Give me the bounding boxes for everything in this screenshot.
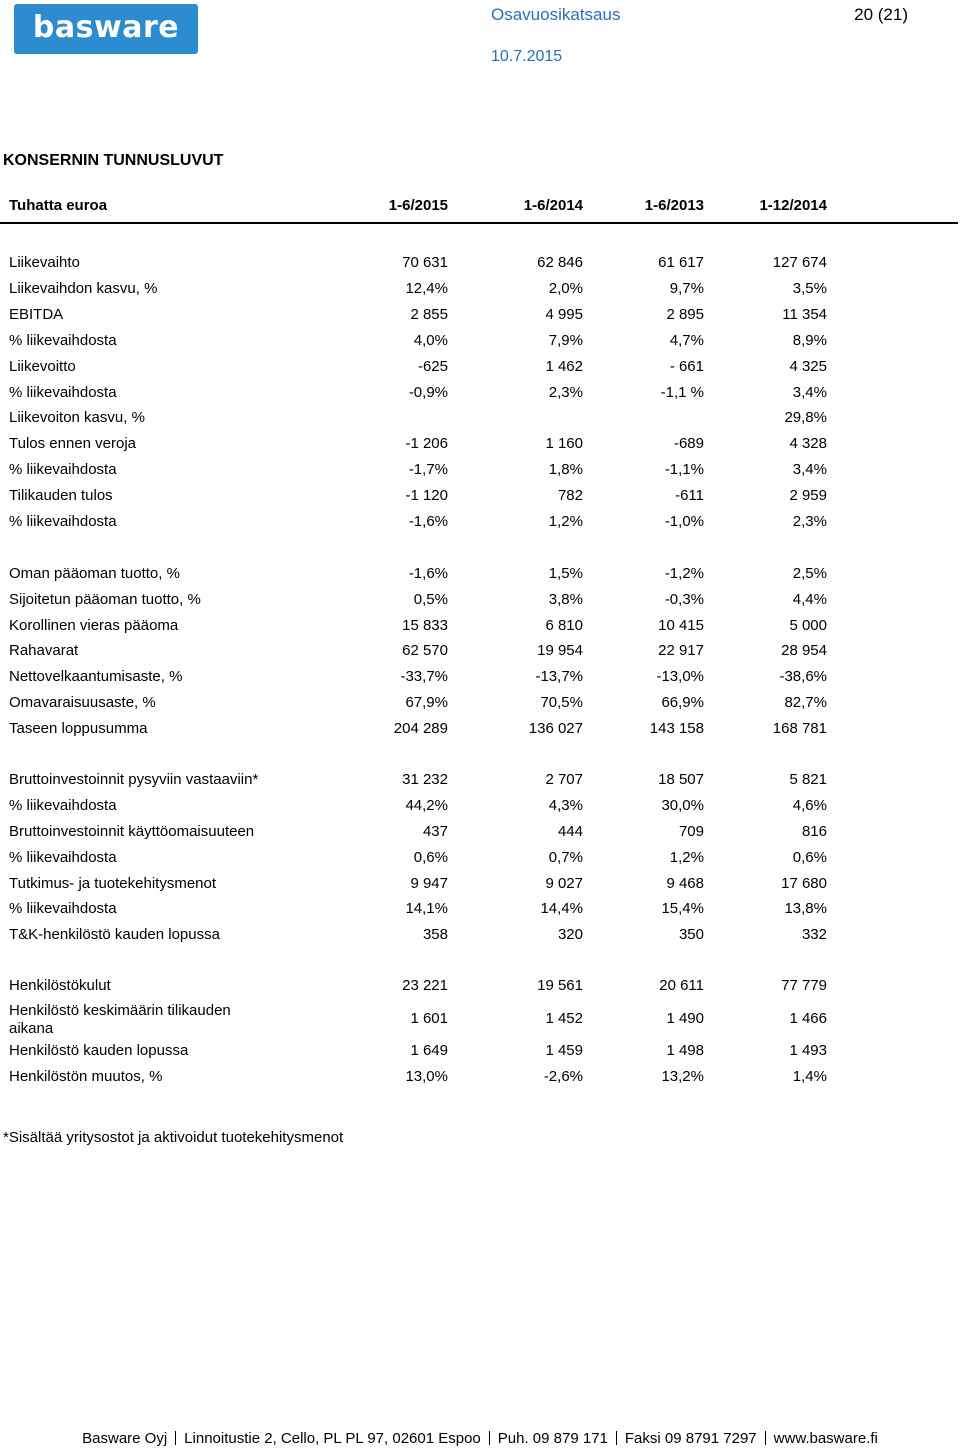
footer-separator	[175, 1431, 176, 1445]
value-1-6-2014: 19 954	[537, 642, 583, 659]
table-row	[0, 306, 958, 332]
value-1-6-2014: 1 459	[545, 1042, 583, 1059]
row-label: Bruttoinvestoinnit pysyviin vastaaviin*	[9, 771, 259, 788]
table-row	[0, 668, 958, 694]
value-1-6-2013: -1,1%	[664, 461, 704, 478]
row-label: Liikevoiton kasvu, %	[9, 409, 145, 426]
value-1-12-2014: 5 000	[789, 617, 827, 634]
value-1-6-2015: 204 289	[393, 720, 448, 737]
value-1-6-2014: 14,4%	[540, 900, 583, 917]
value-1-6-2014: -2,6%	[543, 1068, 583, 1085]
value-1-12-2014: 4,4%	[792, 591, 827, 608]
value-1-6-2013: 1 490	[666, 1010, 704, 1027]
table-row	[0, 720, 958, 746]
value-1-12-2014: 4 325	[789, 358, 827, 375]
table-row	[0, 617, 958, 643]
value-1-6-2015: 62 570	[402, 642, 448, 659]
value-1-12-2014: 3,4%	[792, 461, 827, 478]
row-label: % liikevaihdosta	[9, 332, 117, 349]
value-1-12-2014: 3,5%	[792, 280, 827, 297]
table-row	[0, 435, 958, 461]
value-1-12-2014: -38,6%	[779, 668, 827, 685]
row-label: Bruttoinvestoinnit käyttöomaisuuteen	[9, 823, 255, 840]
basware-logo	[14, 4, 198, 54]
value-1-12-2014: 5 821	[789, 771, 827, 788]
footer-address: Linnoitustie 2, Cello, PL PL 97, 02601 Espoo	[184, 1430, 481, 1447]
row-label: Liikevaihto	[9, 254, 80, 271]
table-row	[0, 771, 958, 797]
footer-web: www.basware.fi	[773, 1430, 878, 1447]
table-row	[0, 875, 958, 901]
document-title: Osavuosikatsaus	[491, 5, 621, 24]
value-1-6-2014: 19 561	[537, 977, 583, 994]
value-1-6-2014: 3,8%	[548, 591, 583, 608]
value-1-6-2013: 30,0%	[661, 797, 704, 814]
row-label: Henkilöstön muutos, %	[9, 1068, 163, 1085]
value-1-6-2014: 1 462	[545, 358, 583, 375]
page-number: 20 (21)	[854, 5, 908, 24]
row-label: Liikevoitto	[9, 358, 76, 375]
value-1-6-2015: 15 833	[402, 617, 448, 634]
value-1-6-2015: -0,9%	[408, 384, 448, 401]
value-1-12-2014: 2,3%	[792, 513, 827, 530]
value-1-12-2014: 1 493	[789, 1042, 827, 1059]
value-1-12-2014: 28 954	[781, 642, 827, 659]
value-1-12-2014: 29,8%	[784, 409, 827, 426]
value-1-6-2013: 13,2%	[661, 1068, 704, 1085]
row-label: Tutkimus- ja tuotekehitysmenot	[9, 875, 217, 892]
value-1-6-2015: 23 221	[402, 977, 448, 994]
value-1-6-2015: 0,6%	[413, 849, 448, 866]
table-row	[0, 977, 958, 1003]
row-label: Oman pääoman tuotto, %	[9, 565, 180, 582]
row-label: % liikevaihdosta	[9, 513, 117, 530]
value-1-6-2015: -1 206	[405, 435, 448, 452]
value-1-6-2015: 0,5%	[413, 591, 448, 608]
row-label: Omavaraisuusaste, %	[9, 694, 156, 711]
value-1-6-2015: -1,7%	[408, 461, 448, 478]
value-1-6-2013: 22 917	[658, 642, 704, 659]
value-1-6-2015: 437	[422, 823, 448, 840]
table-header	[0, 190, 958, 224]
row-label: % liikevaihdosta	[9, 849, 117, 866]
value-1-6-2014: 7,9%	[548, 332, 583, 349]
value-1-6-2014: 62 846	[537, 254, 583, 271]
value-1-6-2014: 4,3%	[548, 797, 583, 814]
table-row	[0, 1042, 958, 1068]
value-1-6-2015: 12,4%	[405, 280, 448, 297]
document-date: 10.7.2015	[491, 48, 563, 65]
row-label: % liikevaihdosta	[9, 900, 117, 917]
value-1-12-2014: 127 674	[772, 254, 827, 271]
row-label: % liikevaihdosta	[9, 797, 117, 814]
value-1-6-2015: 44,2%	[405, 797, 448, 814]
value-1-6-2015: 14,1%	[405, 900, 448, 917]
value-1-6-2015: -33,7%	[400, 668, 448, 685]
row-label: Sijoitetun pääoman tuotto, %	[9, 591, 201, 608]
value-1-6-2013: - 661	[669, 358, 704, 375]
value-1-12-2014: 8,9%	[792, 332, 827, 349]
value-1-6-2014: 9 027	[545, 875, 583, 892]
value-1-6-2013: 61 617	[658, 254, 704, 271]
value-1-6-2015: -1,6%	[408, 513, 448, 530]
value-1-6-2013: 143 158	[649, 720, 704, 737]
table-row	[0, 280, 958, 306]
table-row	[0, 900, 958, 926]
value-1-12-2014: 11 354	[782, 306, 827, 323]
value-1-6-2014: 2,3%	[548, 384, 583, 401]
value-1-6-2015: 1 649	[410, 1042, 448, 1059]
row-label: Korollinen vieras pääoma	[9, 617, 179, 634]
value-1-6-2013: -689	[673, 435, 704, 452]
value-1-12-2014: 4 328	[789, 435, 827, 452]
value-1-6-2015: 2 855	[410, 306, 448, 323]
value-1-6-2013: 709	[678, 823, 704, 840]
value-1-6-2015: 358	[422, 926, 448, 943]
table-row	[0, 254, 958, 280]
value-1-12-2014: 2 959	[789, 487, 827, 504]
section-title: KONSERNIN TUNNUSLUVUT	[3, 152, 224, 169]
table-row	[0, 849, 958, 875]
value-1-6-2014: 2,0%	[548, 280, 583, 297]
value-1-6-2013: 350	[678, 926, 704, 943]
value-1-12-2014: 3,4%	[792, 384, 827, 401]
row-label: Tilikauden tulos	[9, 487, 113, 504]
value-1-6-2015: 4,0%	[413, 332, 448, 349]
table-row	[0, 565, 958, 591]
value-1-6-2013: -1,1 %	[660, 384, 704, 401]
value-1-6-2013: 20 611	[659, 977, 704, 994]
page-footer	[0, 1430, 960, 1447]
table-row	[0, 694, 958, 720]
value-1-6-2013: -13,0%	[656, 668, 704, 685]
value-1-12-2014: 332	[801, 926, 827, 943]
value-1-12-2014: 2,5%	[792, 565, 827, 582]
row-label: EBITDA	[9, 306, 64, 323]
row-label: % liikevaihdosta	[9, 384, 117, 401]
table-row	[0, 332, 958, 358]
table-row	[0, 926, 958, 952]
value-1-6-2013: -1,2%	[664, 565, 704, 582]
column-header-1-6-2013: 1-6/2013	[644, 197, 704, 214]
column-header-1-6-2015: 1-6/2015	[388, 197, 448, 214]
value-1-6-2014: 782	[557, 487, 583, 504]
row-label: % liikevaihdosta	[9, 461, 117, 478]
row-label: Rahavarat	[9, 642, 79, 659]
value-1-6-2014: 0,7%	[548, 849, 583, 866]
value-1-6-2014: -13,7%	[535, 668, 583, 685]
footer-fax: Faksi 09 8791 7297	[624, 1430, 757, 1447]
value-1-6-2013: 9 468	[666, 875, 704, 892]
value-1-12-2014: 168 781	[772, 720, 827, 737]
value-1-6-2013: -1,0%	[664, 513, 704, 530]
value-1-6-2014: 1,2%	[548, 513, 583, 530]
table-row	[0, 591, 958, 617]
table-row	[0, 513, 958, 539]
value-1-6-2014: 320	[557, 926, 583, 943]
value-1-6-2013: 10 415	[658, 617, 704, 634]
value-1-6-2015: -1,6%	[408, 565, 448, 582]
row-label: Taseen loppusumma	[9, 720, 148, 737]
value-1-12-2014: 17 680	[781, 875, 827, 892]
value-1-6-2013: -0,3%	[664, 591, 704, 608]
value-1-6-2013: 1,2%	[669, 849, 704, 866]
footer-company: Basware Oyj	[82, 1430, 168, 1447]
row-label: Tulos ennen veroja	[9, 435, 137, 452]
table-row	[0, 1068, 958, 1094]
value-1-6-2014: 1,8%	[548, 461, 583, 478]
row-label: T&K-henkilöstö kauden lopussa	[9, 926, 220, 943]
value-1-6-2015: 70 631	[402, 254, 448, 271]
value-1-6-2014: 6 810	[545, 617, 583, 634]
value-1-6-2014: 4 995	[545, 306, 583, 323]
table-row	[0, 461, 958, 487]
table-row	[0, 797, 958, 823]
footnote: *Sisältää yritysostot ja aktivoidut tuotekehitysmenot	[3, 1129, 344, 1146]
value-1-6-2013: 18 507	[658, 771, 704, 788]
table-row	[0, 823, 958, 849]
value-1-12-2014: 816	[801, 823, 827, 840]
value-1-6-2014: 70,5%	[540, 694, 583, 711]
value-1-6-2014: 444	[557, 823, 583, 840]
value-1-12-2014: 77 779	[781, 977, 827, 994]
footer-separator	[489, 1431, 490, 1445]
value-1-12-2014: 82,7%	[784, 694, 827, 711]
value-1-6-2013: 9,7%	[669, 280, 704, 297]
column-header-label: Tuhatta euroa	[9, 197, 108, 214]
table-row	[0, 1002, 958, 1037]
footer-separator	[765, 1431, 766, 1445]
table-row	[0, 409, 958, 435]
value-1-6-2015: 31 232	[402, 771, 448, 788]
value-1-12-2014: 0,6%	[792, 849, 827, 866]
value-1-6-2015: 67,9%	[405, 694, 448, 711]
row-label: Henkilöstö kauden lopussa	[9, 1042, 189, 1059]
value-1-6-2014: 2 707	[545, 771, 583, 788]
value-1-6-2015: 13,0%	[405, 1068, 448, 1085]
row-label: Liikevaihdon kasvu, %	[9, 280, 158, 297]
value-1-6-2013: 15,4%	[661, 900, 704, 917]
column-header-1-6-2014: 1-6/2014	[523, 197, 583, 214]
row-label: Henkilöstökulut	[9, 977, 111, 994]
value-1-6-2015: 1 601	[410, 1010, 448, 1027]
table-row	[0, 358, 958, 384]
value-1-6-2015: -1 120	[405, 487, 448, 504]
value-1-6-2014: 1 452	[545, 1010, 583, 1027]
value-1-6-2014: 136 027	[528, 720, 583, 737]
row-label: Nettovelkaantumisaste, %	[9, 668, 183, 685]
column-header-1-12-2014: 1-12/2014	[759, 197, 827, 214]
value-1-6-2013: -611	[675, 487, 704, 504]
value-1-12-2014: 13,8%	[784, 900, 827, 917]
value-1-12-2014: 1 466	[789, 1010, 827, 1027]
value-1-6-2015: 9 947	[410, 875, 448, 892]
value-1-6-2013: 4,7%	[669, 332, 704, 349]
footer-separator	[616, 1431, 617, 1445]
value-1-6-2013: 66,9%	[661, 694, 704, 711]
footer-phone: Puh. 09 879 171	[497, 1430, 608, 1447]
table-row	[0, 642, 958, 668]
logo-text: basware	[32, 9, 180, 45]
row-label: Henkilöstö keskimäärin tilikauden aikana	[9, 1002, 231, 1037]
value-1-6-2014: 1,5%	[548, 565, 583, 582]
value-1-6-2013: 1 498	[666, 1042, 704, 1059]
value-1-6-2015: -625	[417, 358, 448, 375]
value-1-6-2014: 1 160	[545, 435, 583, 452]
table-row	[0, 487, 958, 513]
value-1-6-2013: 2 895	[666, 306, 704, 323]
value-1-12-2014: 1,4%	[792, 1068, 827, 1085]
table-row	[0, 384, 958, 410]
value-1-12-2014: 4,6%	[792, 797, 827, 814]
